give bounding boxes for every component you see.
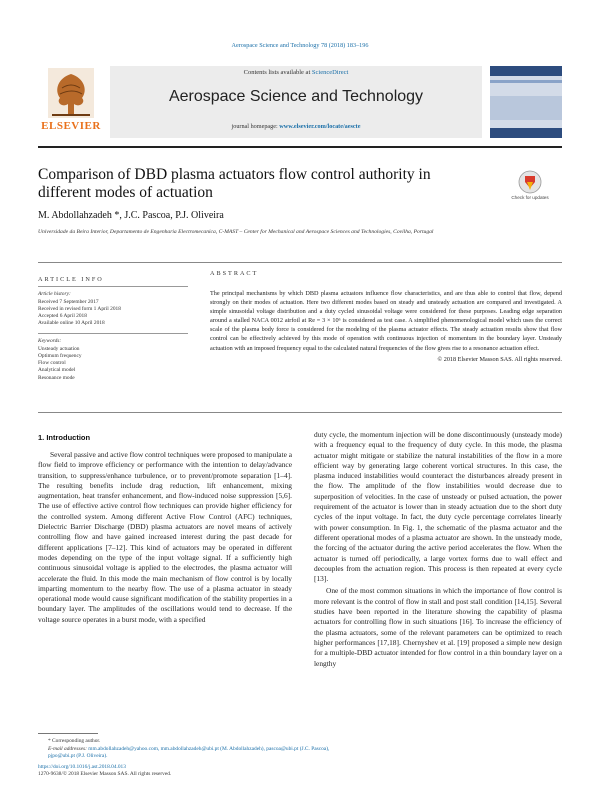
abstract-heading: ABSTRACT (210, 270, 259, 277)
article-info (38, 282, 188, 382)
footnote (38, 738, 338, 779)
section-rule (38, 262, 562, 263)
article-info-heading: ARTICLE INFO (38, 276, 104, 283)
crossmark-icon (510, 168, 550, 208)
keyword: Unsteady actuation (38, 345, 80, 352)
article-title: Comparison of DBD plasma actuators flow control authority in different modes of actuation (38, 166, 431, 201)
doi-link[interactable]: https://doi.org/10.1016/j.ast.2018.04.013 (38, 763, 126, 770)
body-column-right (314, 430, 562, 669)
homepage-line: journal homepage: www.elsevier.com/locate/aescte (231, 123, 361, 130)
crossmark-label: Check for updates (511, 195, 549, 200)
section-heading-introduction: 1. Introduction (38, 433, 91, 442)
journal-reference[interactable]: Aerospace Science and Technology 78 (2018) 183–196 (231, 42, 369, 49)
body-paragraph: One of the most common situations in which the importance of flow control is more relevant is the control of flow in stall and post stall condition [14,15]. Several studies have been reported in the literature showing the capability of plasma actuators for controlling flow in such situations [16]. To increase the efficiency of the plasma actuators, some of the relevant parameters can be optimized to reach higher performances [17,18]. Chernyshev et al. [19] proposed a simple new design for a multiple-DBD actuator intended for flow control in a thin boundary layer on a lengthy (314, 586, 562, 668)
corresponding-note: * Corresponding author. (48, 738, 101, 744)
crossmark-badge[interactable] (510, 168, 550, 208)
divider (38, 286, 188, 287)
homepage-link[interactable]: www.elsevier.com/locate/aescte (279, 123, 361, 130)
author-list: M. Abdollahzadeh *, J.C. Pascoa, P.J. Oliveira (38, 210, 224, 221)
keyword: Flow control (38, 360, 66, 367)
email-addresses[interactable]: mm.abdollahzadeh@yahoo.com, mm.abdollahzadeh@ubi.pt (M. Abdollahzadeh), pascoa@ubi.pt (J.C. Pascoa), pjpo@ubi.pt (P.J. Oliveira). (48, 745, 330, 760)
elsevier-logo (38, 66, 104, 136)
keywords-label: Keywords: (38, 338, 62, 345)
keyword: Analytical model (38, 367, 76, 374)
history-item: Received in revised form 1 April 2018 (38, 305, 121, 312)
header-rule (38, 146, 562, 148)
history-label: Article history: (38, 291, 71, 297)
body-column-left (38, 450, 292, 625)
history-item: Available online 10 April 2018 (38, 320, 105, 327)
email-line: E-mail addresses: mm.abdollahzadeh@yahoo.com, mm.abdollahzadeh@ubi.pt (M. Abdollahzadeh), pascoa@ubi.pt (J.C. Pascoa), pjpo@ubi.pt (P.J. Oliveira). (48, 745, 330, 760)
copyright-line: © 2018 Elsevier Masson SAS. All rights reserved. (437, 355, 562, 363)
history-item: Accepted 6 April 2018 (38, 312, 87, 319)
abstract-text: The principal mechanisms by which DBD plasma actuators influence flow characteristics, and are thus able to control that flow, depend strongly on their modes of actuation. Here two different modes based on steady and unsteady actuation are compared and investigated. A simple sinusoidal voltage distribution and a duty cycled sinusoidal voltage were considered for these purposes. Leading edge separation around a stalled NACA 0012 airfoil at Re = 3 × 10⁶ is considered as test case. A simplified phenomenological model which uses the correct scale of the plasma body force is considered for the modeling of the plasma actuator effects. The steady actuation results show that flow control can be effectively achieved by this mode of operation with continuous injection of momentum in the boundary layer. Unsteady actuation with an imposed frequency equal to the calculated natural frequencies of the flow gives rise to a resonance actuation effect. (210, 290, 562, 352)
keyword: Resonance mode (38, 374, 75, 381)
affiliation: Universidade da Beira Interior, Departamento de Engenharia Electromecanica, C-MAST – Center for Mechanical and Aerospace Sciences and Technologies, Covilha, Portugal (38, 229, 434, 235)
keyword: Optimum frequency (38, 353, 82, 360)
journal-cover-image (490, 66, 562, 138)
journal-header (38, 66, 562, 141)
footnote-rule (38, 733, 98, 734)
abstract-section (210, 270, 562, 363)
elsevier-tree-icon (48, 68, 94, 118)
body-paragraph: Several passive and active flow control techniques were proposed to manipulate a flow field to improve efficiency or performance with the intention to delay/advance transition, to suppress/enhance turbulence, or to prevent/promote separation [1–4]. The resulting benefits include drag reduction, lift enhancement, mixing augmentation, heat transfer enhancement, and flow-induced noise suppression [5,6]. The use of effective active control flow techniques can provide higher efficiency for the controlled system. Among different Active Flow Control (AFC) techniques, Dielectric Barrier Discharge (DBD) plasma actuators are novel means of actively controlling flow and have gained increased interest during the past decade for different applications [7–12]. This kind of actuators may be operated in different modes depending on the type of the input voltage signal. If a sufficiently high continuous sinusoidal voltage is applied to the electrodes, the plasma actuator will accelerate the fluid. In this mode the main mechanism of flow control is by locally imparting momentum to the nearby flow. The use of a plasma actuator in steady operational mode would cause significant modification of the stability properties in a boundary layer. The amplitudes of the oscillations would tend to decrease. If the voltage source operates in a burst mode, with a specified (38, 450, 292, 624)
body-paragraph: duty cycle, the momentum injection will be done discontinuously (unsteady mode) with a frequency equal to the frequency of duty cycle. In this mode, the plasma actuator might mitigate or stabilize the natural instabilities of the flow in a more efficient way by generating large coherent vortical structures. In this case, the plasma induced instabilities would counteract the disturbances already present in the flow. The amplitude of the flow instabilities would decrease due to superposition of velocities. In the case of unsteady or pulsed actuation, the power requirement of the actuator is lower than in steady actuation due to the short duty cycles of the input voltage. In fact, the duty cycle percentage correlates linearly with power consumption. In Fig. 1, the schematic of the plasma actuator and the different operational modes of a plasma actuator are shown. In the unsteady mode, the forcing of the actuator during the active period accelerates the flow. When the actuator is turned off periodically, a large vortex forms due to wall effect and decouples from the actuation region. This process is then repeated at every cycle [13]. (314, 430, 562, 584)
sciencedirect-link[interactable]: ScienceDirect (311, 69, 349, 76)
divider (38, 333, 188, 334)
history-item: Received 7 September 2017 (38, 298, 99, 305)
section-rule (38, 412, 562, 413)
journal-title: Aerospace Science and Technology (168, 88, 424, 105)
issn-line: 1270-9638/© 2018 Elsevier Masson SAS. All rights reserved. (38, 771, 172, 778)
publisher-name: ELSEVIER (41, 120, 101, 132)
journal-banner (110, 66, 482, 138)
contents-line: Contents lists available at ScienceDirect (243, 69, 349, 76)
